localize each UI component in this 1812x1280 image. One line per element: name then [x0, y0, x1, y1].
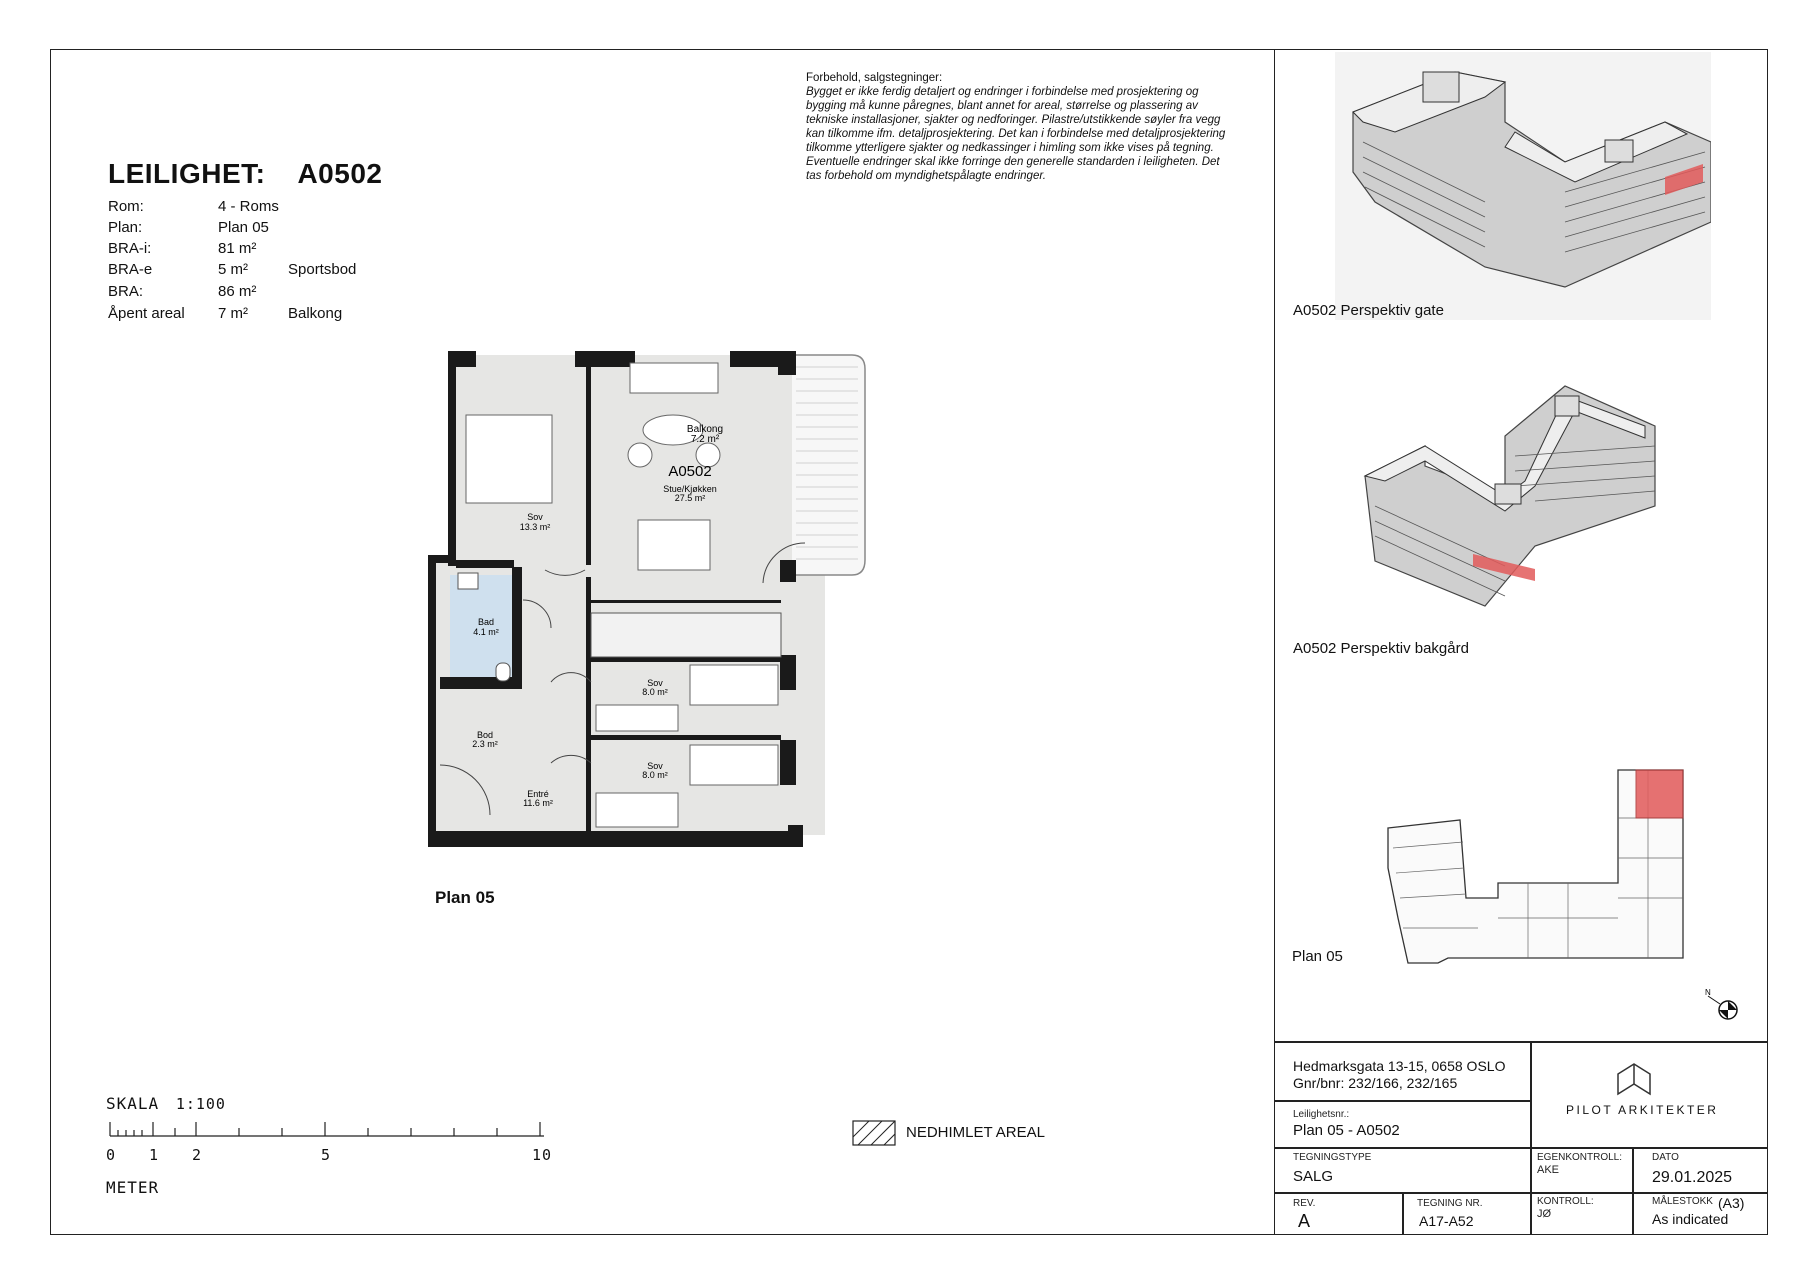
- self-check-label: EGENKONTROLL:: [1537, 1152, 1623, 1163]
- info-label: BRA-e: [108, 261, 153, 278]
- titleblock-border: [1402, 1192, 1404, 1235]
- svg-text:N: N: [1705, 988, 1711, 997]
- sov2-name: Sov: [647, 678, 663, 688]
- scale-field-label: MÅLESTOKK: [1652, 1196, 1713, 1207]
- washbasin: [458, 573, 478, 589]
- titleblock-border: [1274, 1041, 1768, 1043]
- disclaimer: [806, 71, 1256, 183]
- scale-tick-label: 1: [149, 1146, 160, 1164]
- disclaimer-line: tilkomme ytterligere sjakter og nedkassinger i himling som ikke vises på tegning.: [806, 142, 1214, 154]
- titleblock-border: [1632, 1147, 1634, 1235]
- disclaimer-line: tekniske installasjoner, sjakter og nedforinger. Pilastre/utstikkende søyler fra vegg: [806, 114, 1221, 126]
- bod-name: Bod: [476, 730, 494, 740]
- info-note: Balkong: [288, 305, 343, 322]
- disclaimer-heading: Forbehold, salgstegninger:: [806, 72, 943, 84]
- bad-area: 4.1 m²: [473, 627, 499, 637]
- scale-tick-label: 10: [532, 1146, 553, 1164]
- balcony-outline: [792, 355, 865, 575]
- info-value: Plan 05: [218, 219, 269, 236]
- address-line2: Gnr/bnr: 232/166, 232/165: [1293, 1075, 1458, 1091]
- drawing-no-label: TEGNING NR.: [1417, 1198, 1483, 1209]
- balcony-area: 7.2 m²: [690, 434, 720, 445]
- info-note: Sportsbod: [288, 261, 357, 278]
- info-label: Åpent areal: [108, 305, 185, 322]
- unit-label: A0502: [668, 463, 712, 480]
- disclaimer-line: Bygget er ikke ferdig detaljert og endringer i forbindelse med prosjektering og: [806, 86, 1199, 98]
- entre-area: 11.6 m²: [523, 798, 553, 808]
- unit-no: Plan 05 - A0502: [1293, 1122, 1400, 1139]
- scale-ratio: 1:100: [175, 1095, 226, 1113]
- info-value: 7 m²: [218, 305, 248, 322]
- wardrobe: [596, 705, 678, 731]
- floor-plan-caption: Plan 05: [435, 888, 495, 907]
- disclaimer-line: bygging må kunne påregnes, blant annet for areal, størrelse og plassering av: [806, 100, 1198, 112]
- unit-no-label: Leilighetsnr.:: [1293, 1109, 1350, 1120]
- sov3-area: 8.0 m²: [642, 770, 668, 780]
- bod-area: 2.3 m²: [472, 739, 498, 749]
- north-arrow-icon: [1704, 988, 1740, 1024]
- sofa: [630, 363, 718, 393]
- company-name: PILOT ARKITEKTER: [1566, 1103, 1719, 1117]
- scale-unit: METER: [106, 1178, 160, 1197]
- armchair: [628, 443, 652, 467]
- titleblock-border: [1530, 1041, 1532, 1235]
- single-bed: [690, 665, 778, 705]
- disclaimer-line: Eventuelle endringer skal ikke forringe den generelle standarden i leiligheten. Det: [806, 156, 1220, 168]
- sov1-name: Sov: [527, 512, 543, 522]
- street-view-caption: A0502 Perspektiv gate: [1293, 302, 1444, 319]
- key-plan-caption: Plan 05: [1292, 948, 1343, 965]
- stue-name: Stue/Kjøkken: [663, 484, 717, 494]
- titleblock-border: [1274, 1192, 1768, 1194]
- rev-label: REV.: [1293, 1198, 1316, 1209]
- floor-plan: [420, 345, 880, 855]
- titleblock-border: [1274, 1100, 1530, 1102]
- scale-ticks: [106, 1146, 566, 1166]
- paper-size: (A3): [1718, 1195, 1745, 1211]
- control-label: KONTROLL:: [1537, 1196, 1594, 1207]
- titleblock-border: [1274, 1147, 1768, 1149]
- control-value: JØ: [1537, 1208, 1552, 1220]
- info-value: 81 m²: [218, 240, 257, 257]
- hatch-legend-label: NEDHIMLET AREAL: [906, 1124, 1045, 1141]
- info-value: 86 m²: [218, 283, 257, 300]
- self-check: AKE: [1537, 1164, 1560, 1176]
- disclaimer-line: tas forbehold om myndighetspålagte endringer.: [806, 170, 1046, 182]
- drawing-type-label: TEGNINGSTYPE: [1293, 1152, 1372, 1163]
- info-value: 4 - Roms: [218, 198, 279, 215]
- disclaimer-line: kan tilkomme ifm. detaljprosjektering. Det kan i forbindelse med detaljprosjektering: [806, 128, 1226, 140]
- apartment-title-label: LEILIGHET:: [108, 158, 266, 189]
- scale-tick-label: 5: [321, 1146, 332, 1164]
- date-label: DATO: [1652, 1152, 1679, 1163]
- sov1-area: 13.3 m²: [519, 522, 551, 532]
- scale-field-value: As indicated: [1652, 1211, 1729, 1227]
- scale-tick-label: 2: [192, 1146, 203, 1164]
- scale-word: SKALA: [106, 1094, 160, 1113]
- stue-area: 27.5 m²: [674, 493, 706, 503]
- dining-table: [638, 520, 710, 570]
- key-plan: [1378, 758, 1688, 968]
- scale-bar: [106, 1118, 546, 1148]
- date-value: 29.01.2025: [1652, 1169, 1733, 1186]
- drawing-no: A17-A52: [1419, 1213, 1474, 1229]
- apartment-title: [108, 158, 382, 190]
- double-bed: [466, 415, 552, 503]
- single-bed: [690, 745, 778, 785]
- info-value: 5 m²: [218, 261, 248, 278]
- toilet: [496, 663, 510, 681]
- perspective-courtyard-view: [1355, 366, 1685, 634]
- kitchen-counter: [591, 613, 781, 657]
- info-label: Rom:: [108, 198, 144, 215]
- scale-tick-label: 0: [106, 1146, 117, 1164]
- drawing-type: SALG: [1293, 1168, 1334, 1185]
- info-label: BRA-i:: [108, 240, 152, 257]
- bad-name: Bad: [477, 617, 495, 627]
- info-label: Plan:: [108, 219, 143, 236]
- entre-name: Entré: [527, 789, 549, 799]
- sov2-area: 8.0 m²: [642, 687, 668, 697]
- rev-value: A: [1298, 1211, 1311, 1231]
- courtyard-view-caption: A0502 Perspektiv bakgård: [1293, 640, 1469, 657]
- wardrobe: [596, 793, 678, 827]
- company-logo-icon: [1615, 1062, 1653, 1096]
- info-label: BRA:: [108, 283, 144, 300]
- hatch-legend-swatch: [852, 1120, 896, 1146]
- perspective-street-view: [1335, 52, 1711, 320]
- scale-label: [106, 1094, 226, 1113]
- apartment-code: A0502: [297, 158, 383, 189]
- balcony-name: Balkong: [686, 424, 724, 435]
- address-line1: Hedmarksgata 13-15, 0658 OSLO: [1293, 1058, 1506, 1074]
- sov3-name: Sov: [647, 761, 663, 771]
